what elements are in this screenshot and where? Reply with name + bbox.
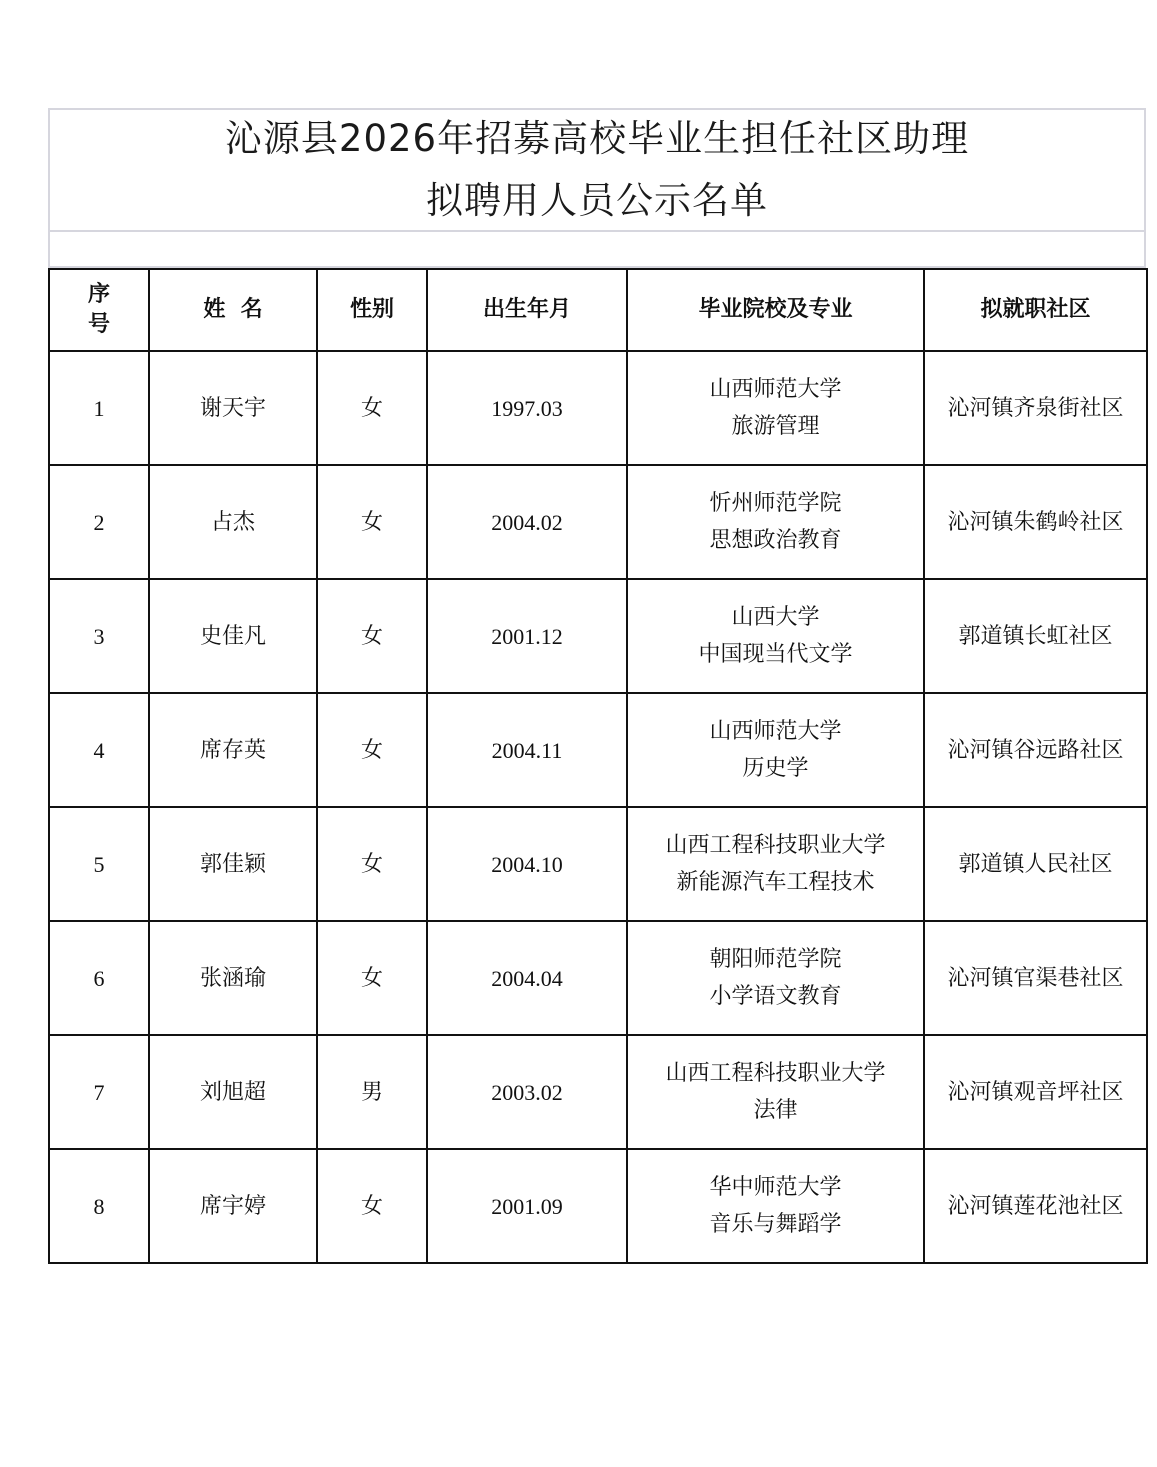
cell-birth: 1997.03 [427,351,627,465]
cell-seq: 1 [49,351,149,465]
cell-community: 郭道镇人民社区 [924,807,1147,921]
title-box [48,108,1146,232]
cell-community: 沁河镇朱鹤岭社区 [924,465,1147,579]
cell-seq: 3 [49,579,149,693]
cell-gender: 女 [317,465,427,579]
cell-community: 沁河镇观音坪社区 [924,1035,1147,1149]
cell-school: 山西工程科技职业大学 [665,1061,886,1086]
roster-sheet [48,108,1146,1264]
cell-seq: 4 [49,693,149,807]
cell-gender: 女 [317,579,427,693]
cell-seq: 8 [49,1149,149,1263]
cell-major: 历史学 [742,756,809,781]
cell-seq: 2 [49,465,149,579]
cell-gender: 女 [317,693,427,807]
cell-major: 中国现当代文学 [698,642,853,667]
cell-school: 山西大学 [731,605,820,630]
cell-school: 忻州师范学院 [709,491,842,516]
table-row [49,579,1147,693]
cell-gender: 女 [317,921,427,1035]
cell-school-major [627,807,924,921]
cell-school-major [627,1149,924,1263]
cell-community: 沁河镇莲花池社区 [924,1149,1147,1263]
cell-major: 小学语文教育 [709,984,842,1009]
cell-gender: 女 [317,807,427,921]
cell-school-major [627,351,924,465]
cell-name: 谢天宇 [149,351,317,465]
cell-school: 山西师范大学 [709,719,842,744]
cell-school: 华中师范大学 [709,1175,842,1200]
table-row [49,921,1147,1035]
cell-birth: 2004.11 [427,693,627,807]
cell-seq: 5 [49,807,149,921]
cell-seq: 7 [49,1035,149,1149]
cell-gender: 女 [317,1149,427,1263]
cell-birth: 2004.04 [427,921,627,1035]
cell-school: 朝阳师范学院 [709,947,842,972]
header-name: 姓 名 [149,269,317,351]
document-title-line1: 沁源县2026年招募高校毕业生担任社区助理 [224,117,970,160]
cell-school-major [627,921,924,1035]
table-row [49,465,1147,579]
cell-name: 郭佳颖 [149,807,317,921]
cell-community: 沁河镇官渠巷社区 [924,921,1147,1035]
header-community: 拟就职社区 [924,269,1147,351]
header-gender: 性别 [317,269,427,351]
header-seq [49,269,149,351]
cell-community: 沁河镇谷远路社区 [924,693,1147,807]
cell-major: 法律 [753,1098,798,1123]
cell-major: 旅游管理 [731,414,820,439]
cell-school-major [627,1035,924,1149]
cell-school-major [627,579,924,693]
header-seq-line2: 号 [87,312,110,337]
cell-gender: 女 [317,351,427,465]
document-title-line2: 拟聘用人员公示名单 [426,179,768,222]
header-row [49,269,1147,351]
cell-name: 史佳凡 [149,579,317,693]
cell-gender: 男 [317,1035,427,1149]
cell-community: 郭道镇长虹社区 [924,579,1147,693]
table-row [49,351,1147,465]
cell-seq: 6 [49,921,149,1035]
header-birth: 出生年月 [427,269,627,351]
cell-birth: 2001.12 [427,579,627,693]
header-seq-line1: 序 [87,282,110,307]
cell-birth: 2001.09 [427,1149,627,1263]
table-row [49,1035,1147,1149]
cell-name: 占杰 [149,465,317,579]
cell-community: 沁河镇齐泉街社区 [924,351,1147,465]
cell-major: 音乐与舞蹈学 [709,1212,842,1237]
cell-school-major [627,465,924,579]
cell-school-major [627,693,924,807]
roster-table [48,268,1148,1264]
table-row [49,693,1147,807]
cell-name: 张涵瑜 [149,921,317,1035]
cell-major: 思想政治教育 [709,528,842,553]
cell-birth: 2004.10 [427,807,627,921]
cell-major: 新能源汽车工程技术 [676,870,875,895]
cell-birth: 2004.02 [427,465,627,579]
cell-school: 山西工程科技职业大学 [665,833,886,858]
table-row [49,1149,1147,1263]
cell-name: 席存英 [149,693,317,807]
header-school-major: 毕业院校及专业 [627,269,924,351]
cell-name: 刘旭超 [149,1035,317,1149]
cell-birth: 2003.02 [427,1035,627,1149]
table-row [49,807,1147,921]
cell-name: 席宇婷 [149,1149,317,1263]
cell-school: 山西师范大学 [709,377,842,402]
blank-row [48,232,1146,268]
